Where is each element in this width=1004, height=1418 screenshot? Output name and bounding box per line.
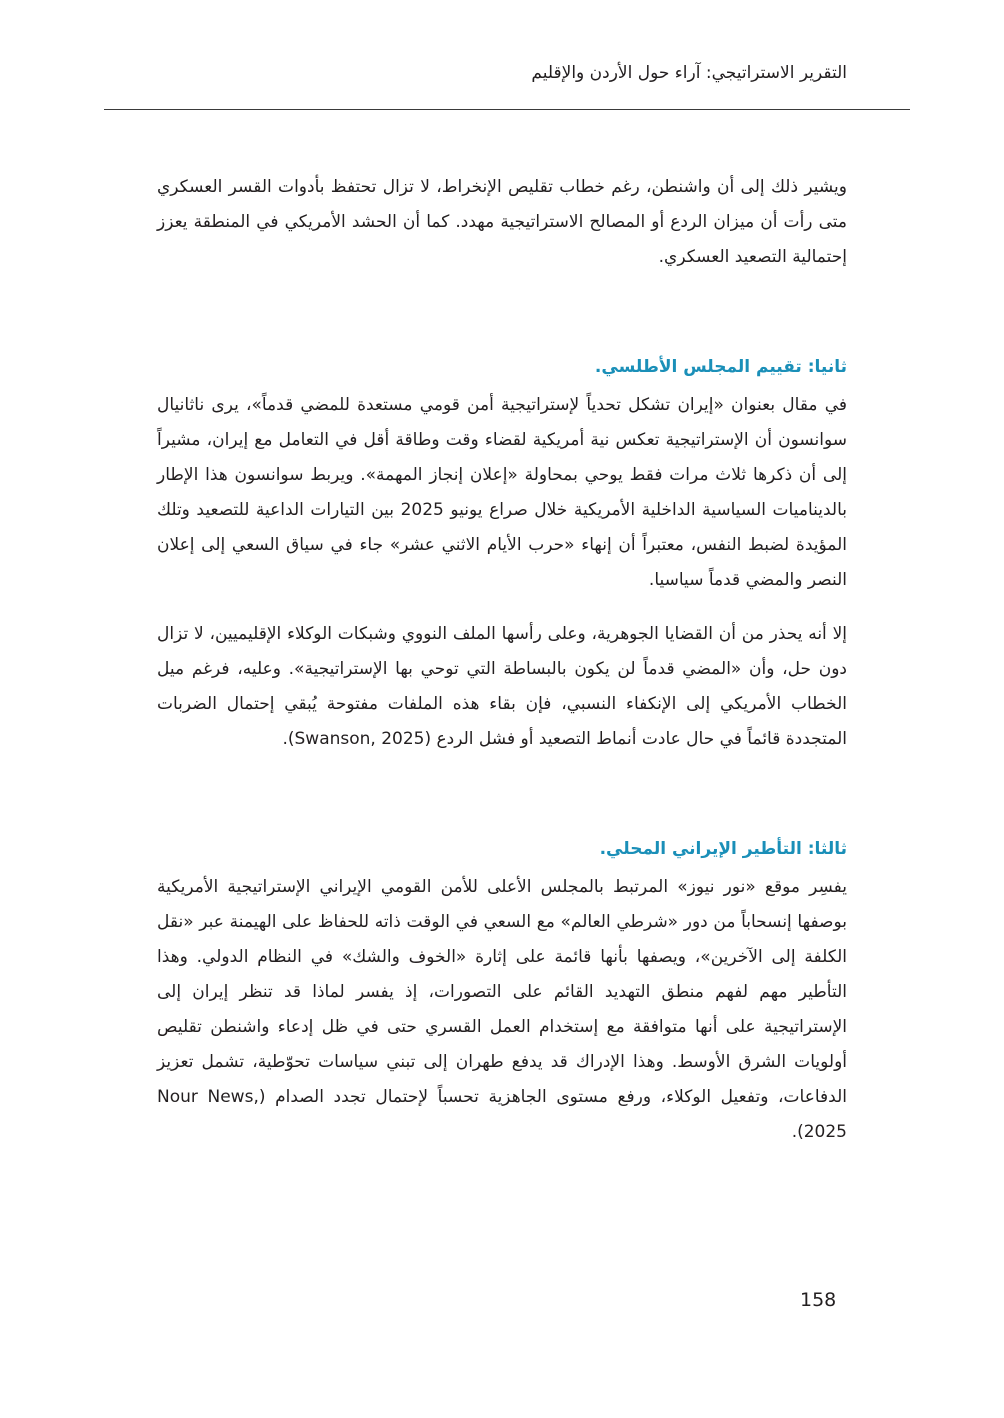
- page-body: [157, 170, 847, 1150]
- page-number: 158: [800, 1289, 837, 1311]
- header-divider: [104, 109, 910, 110]
- paragraph-swanson-warning: إلا أنه يحذر من أن القضايا الجوهرية، وعلى رأسها الملف النووي وشبكات الوكلاء الإقليميين، لا تزال دون حل، وأن «المضي قدماً لن يكون بالبساطة التي توحي بها الإستراتيجية». وعليه، فرغم ميل الخطاب الأمريكي إلى الإنكفاء النسبي، فإن بقاء هذه الملفات مفتوحة يُبقي إحتمال الضربات المتجددة قائماً في حال عادت أنماط التصعيد أو فشل الردع (Swanson, 2025).: [157, 624, 847, 749]
- paragraph-nour-news: يفسِر موقع «نور نيوز» المرتبط بالمجلس الأعلى للأمن القومي الإيراني الإستراتيجية الأمريكية بوصفها إنسحاباً من دور «شرطي العالم» مع السعي في الوقت ذاته للحفاظ على الهيمنة عبر «نقل الكلفة إلى الآخرين»، ويصفها بأنها قائمة على إثارة «الخوف والشك» في النظام الدولي. وهذا التأطير مهم لفهم منطق التهديد القائم على التصورات، إذ يفسر لماذا قد تنظر إيران إلى الإستراتيجية على أنها متوافقة مع إستخدام العمل القسري حتى في ظل إدعاء واشنطن تقليص أولويات الشرق الأوسط. وهذا الإدراك قد يدفع طهران إلى تبني سياسات تحوّطية، تشمل تعزيز الدفاعات، وتفعيل الوكلاء، ورفع مستوى الجاهزية تحسباً لإحتمال تجدد الصدام (Nour News, 2025).: [157, 877, 847, 1142]
- running-header-title: التقرير الاستراتيجي: آراء حول الأردن والإقليم: [531, 63, 847, 83]
- section-heading-iranian-framing: ثالثا: التأطير الإيراني المحلي.: [599, 839, 847, 859]
- paragraph-swanson-article: في مقال بعنوان «إيران تشكل تحدياً لإستراتيجية أمن قومي مستعدة للمضي قدماً»، يرى ناثانيال سوانسون أن الإستراتيجية تعكس نية أمريكية لقضاء وقت وطاقة أقل في التعامل مع إيران، مشيراً إلى أن ذكرها ثلاث مرات فقط يوحي بمحاولة «إعلان إنجاز المهمة». ويربط سوانسون هذا الإطار بالديناميات السياسية الداخلية الأمريكية خلال صراع يونيو 2025 بين التيارات الداعية للتصعيد وتلك المؤيدة لضبط النفس، معتبراً أن إنهاء «حرب الأيام الاثني عشر» جاء في سياق السعي إلى إعلان النصر والمضي قدماً سياسيا.: [157, 395, 847, 590]
- paragraph-us-coercive-tools: ويشير ذلك إلى أن واشنطن، رغم خطاب تقليص الإنخراط، لا تزال تحتفظ بأدوات القسر العسكري متى رأت أن ميزان الردع أو المصالح الاستراتيجية مهدد. كما أن الحشد الأمريكي في المنطقة يعزز إحتمالية التصعيد العسكري.: [157, 177, 847, 267]
- section-heading-atlantic-council: ثانيا: تقييم المجلس الأطلسي.: [594, 357, 847, 377]
